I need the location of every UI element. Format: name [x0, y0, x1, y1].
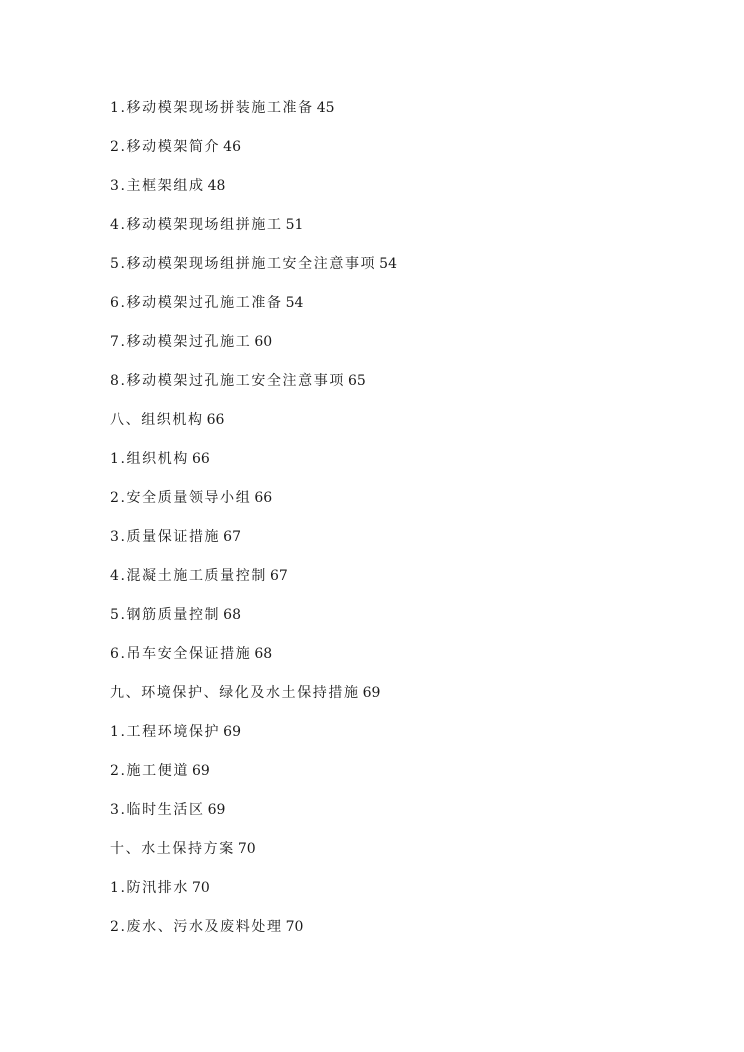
toc-entry-page: 69 — [223, 724, 241, 740]
toc-entry-page: 46 — [223, 139, 241, 155]
toc-entry-title: 1.组织机构 — [110, 451, 189, 467]
toc-entry[interactable] — [110, 371, 397, 410]
toc-entry-title: 1.工程环境保护 — [110, 724, 221, 740]
toc-entry[interactable] — [110, 605, 397, 644]
toc-entry-page: 54 — [379, 256, 397, 272]
toc-entry-title: 4.移动模架现场组拼施工 — [110, 217, 283, 233]
toc-entry-title: 2.移动模架简介 — [110, 139, 221, 155]
toc-entry[interactable] — [110, 527, 397, 566]
toc-entry-title: 九、环境保护、绿化及水土保持措施 — [110, 685, 360, 701]
table-of-contents — [110, 98, 397, 956]
toc-chapter-entry[interactable] — [110, 683, 397, 722]
toc-entry-title: 4.混凝土施工质量控制 — [110, 568, 267, 584]
toc-entry-title: 1.防汛排水 — [110, 880, 189, 896]
toc-entry[interactable] — [110, 800, 397, 839]
toc-entry-page: 70 — [237, 841, 256, 857]
toc-entry-page: 54 — [285, 295, 304, 311]
toc-entry-title: 7.移动模架过孔施工 — [110, 334, 252, 350]
toc-entry-page: 45 — [316, 100, 335, 116]
toc-entry-page: 69 — [207, 802, 226, 818]
toc-entry[interactable] — [110, 566, 397, 605]
toc-entry-page: 48 — [207, 178, 226, 194]
toc-entry-page: 70 — [191, 880, 210, 896]
toc-entry-title: 2.安全质量领导小组 — [110, 490, 252, 506]
toc-chapter-entry[interactable] — [110, 410, 397, 449]
toc-entry[interactable] — [110, 449, 397, 488]
toc-entry-title: 8.移动模架过孔施工安全注意事项 — [110, 373, 345, 389]
toc-entry-page: 67 — [223, 529, 241, 545]
toc-entry-title: 6.移动模架过孔施工准备 — [110, 295, 283, 311]
toc-entry-page: 67 — [269, 568, 288, 584]
toc-entry-page: 69 — [191, 763, 210, 779]
toc-entry[interactable] — [110, 332, 397, 371]
toc-entry[interactable] — [110, 98, 397, 137]
toc-chapter-entry[interactable] — [110, 839, 397, 878]
toc-entry[interactable] — [110, 137, 397, 176]
toc-entry-title: 2.施工便道 — [110, 763, 189, 779]
toc-entry[interactable] — [110, 215, 397, 254]
toc-entry[interactable] — [110, 254, 397, 293]
toc-entry-title: 八、组织机构 — [110, 412, 204, 428]
toc-entry[interactable] — [110, 488, 397, 527]
toc-entry-title: 5.移动模架现场组拼施工安全注意事项 — [110, 256, 377, 272]
toc-entry[interactable] — [110, 878, 397, 917]
toc-entry[interactable] — [110, 722, 397, 761]
toc-entry-page: 68 — [254, 646, 273, 662]
toc-entry[interactable] — [110, 761, 397, 800]
toc-entry[interactable] — [110, 293, 397, 332]
toc-entry-title: 2.废水、污水及废料处理 — [110, 919, 283, 935]
toc-entry-title: 1.移动模架现场拼装施工准备 — [110, 100, 314, 116]
toc-entry[interactable] — [110, 176, 397, 215]
toc-entry-title: 3.质量保证措施 — [110, 529, 221, 545]
toc-entry-page: 70 — [285, 919, 304, 935]
toc-entry-page: 65 — [347, 373, 366, 389]
toc-entry-page: 69 — [362, 685, 381, 701]
toc-entry-title: 十、水土保持方案 — [110, 841, 235, 857]
toc-entry-title: 3.主框架组成 — [110, 178, 205, 194]
toc-entry-page: 68 — [223, 607, 241, 623]
toc-entry-title: 6.吊车安全保证措施 — [110, 646, 252, 662]
toc-entry-page: 66 — [191, 451, 210, 467]
toc-entry-title: 5.钢筋质量控制 — [110, 607, 221, 623]
toc-entry-page: 66 — [254, 490, 273, 506]
toc-entry-title: 3.临时生活区 — [110, 802, 205, 818]
toc-entry-page: 60 — [254, 334, 273, 350]
toc-entry-page: 51 — [285, 217, 304, 233]
toc-entry-page: 66 — [206, 412, 225, 428]
toc-entry[interactable] — [110, 644, 397, 683]
toc-entry[interactable] — [110, 917, 397, 956]
